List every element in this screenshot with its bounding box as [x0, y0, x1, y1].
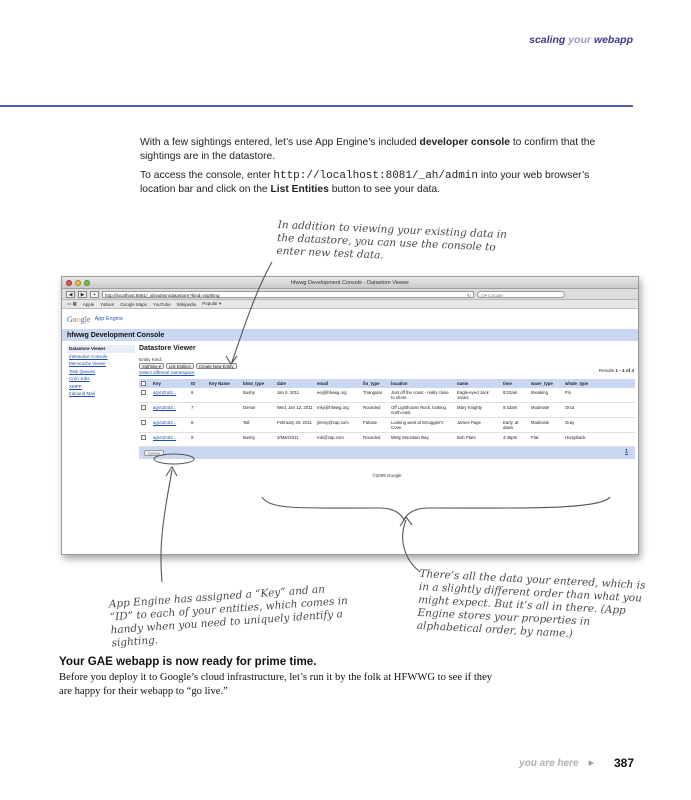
- bookmark-google-maps[interactable]: Google Maps: [120, 301, 147, 307]
- intro-paragraph-2: [140, 169, 618, 197]
- col-select[interactable]: [139, 379, 151, 388]
- cell-id: 8: [189, 418, 207, 433]
- annotation-top: In addition to viewing your existing data in the datastore, you can use the console to enter new test data.: [276, 218, 508, 262]
- url-bar[interactable]: [102, 291, 474, 298]
- cell-time: 9:43am: [501, 403, 529, 418]
- sidebar-item-interactive-console[interactable]: Interactive Console: [69, 353, 108, 359]
- kind-select[interactable]: Sighting ▾: [139, 363, 164, 369]
- search-field[interactable]: Q▾ Google: [477, 291, 565, 298]
- list-entities-button[interactable]: List Entities: [166, 363, 194, 369]
- bookmark-youtube[interactable]: YouTube: [152, 301, 171, 307]
- triangle-icon: ▶: [588, 760, 594, 767]
- page-footer: [519, 756, 634, 770]
- cell-email: mky@hfwwg.org: [315, 403, 361, 418]
- intro-p2-end: button to see your data.: [328, 184, 440, 195]
- cell-wave-type: Flat.: [529, 433, 563, 447]
- cell-name: Eagle-eyed Jack Jones: [455, 388, 501, 403]
- table-row: [139, 418, 635, 433]
- forward-arrow-icon[interactable]: ▶: [78, 291, 87, 298]
- delete-button[interactable]: Delete: [144, 450, 164, 456]
- cell-location: Looking west at Smuggler's Cove.: [389, 418, 455, 433]
- col-location[interactable]: location: [389, 379, 455, 388]
- entity-kind-label: Entity Kind:: [139, 357, 163, 362]
- console-content: [62, 341, 638, 516]
- minimize-window-icon[interactable]: [75, 280, 81, 286]
- cell-location: Misty Mountain Bay.: [389, 433, 455, 447]
- col-fin-type[interactable]: fin_type: [361, 379, 389, 388]
- cell-key-name: [207, 433, 241, 447]
- table-row: [139, 388, 635, 403]
- datastore-viewer: [139, 345, 635, 478]
- url-text: http://localhost:8081/_ah/admin/datastore?kind=Sighting: [105, 292, 220, 298]
- window-controls: [66, 280, 90, 286]
- cell-key-name: [207, 388, 241, 403]
- running-head-word-3: webapp: [593, 34, 633, 46]
- row-checkbox[interactable]: [141, 390, 146, 395]
- intro-paragraph-1: [140, 136, 618, 164]
- running-head: [529, 34, 633, 46]
- cell-date: 2/Mar/2011: [275, 433, 315, 447]
- app-engine-label: App Engine: [94, 316, 124, 322]
- browser-window: [61, 276, 639, 555]
- cell-blow-type: Tall: [241, 418, 275, 433]
- col-name[interactable]: name: [455, 379, 501, 388]
- sidebar-item-xmpp[interactable]: XMPP: [69, 383, 82, 389]
- col-blow-type[interactable]: blow_type: [241, 379, 275, 388]
- col-key-name[interactable]: Key Name: [207, 379, 241, 388]
- cell-whale-type: Gray: [563, 418, 635, 433]
- cell-location: Off Lighthouse Rock, looking north-east.: [389, 403, 455, 418]
- sidebar-item-memcache-viewer[interactable]: Memcache Viewer: [69, 361, 106, 366]
- cell-key-name: [207, 418, 241, 433]
- cell-whale-type: Orca: [563, 403, 635, 418]
- cell-fin-type: Rounded: [361, 403, 389, 418]
- results-prefix: Results: [598, 368, 615, 373]
- cell-blow-type: Bushy: [241, 388, 275, 403]
- cell-whale-type: Humpback: [563, 433, 635, 447]
- console-title-bar: [62, 329, 638, 341]
- annotation-key-id: App Engine has assigned a “Key” and an “ID” to each of your entities, which comes in handy when you need to uniquely identify a sighting.: [108, 583, 349, 650]
- cell-email: jimmy@zap.com: [315, 418, 361, 433]
- browser-toolbar: [62, 289, 638, 300]
- intro-p2-text: To access the console, enter: [140, 170, 274, 181]
- cell-name: James Page: [455, 418, 501, 433]
- window-title: hfwwg Development Console - Datastore Viewer: [290, 280, 410, 286]
- row-checkbox-cell: [139, 403, 151, 418]
- row-checkbox[interactable]: [141, 405, 146, 410]
- console-title: hfwwg Development Console: [67, 331, 165, 339]
- sidebar-item-task-queues[interactable]: Task Queues: [69, 368, 96, 374]
- row-checkbox-cell: [139, 418, 151, 433]
- cell-date: Wed, Jan 12, 2011: [275, 403, 315, 418]
- intro-p1-bold: developer console: [419, 137, 510, 148]
- console-sidebar: [67, 345, 135, 398]
- cell-email: eej@hfwwg.org: [315, 388, 361, 403]
- table-footer-bar: [139, 447, 635, 459]
- intro-p1-text-end: to confirm that the sightings are in the datastore.: [140, 137, 596, 162]
- entities-table: [139, 379, 635, 447]
- col-id[interactable]: ID: [189, 379, 207, 388]
- col-date[interactable]: date: [275, 379, 315, 388]
- back-arrow-icon[interactable]: ◀: [66, 291, 75, 298]
- gae-header: [62, 309, 638, 329]
- entity-key-link[interactable]: agVoZnd3...: [151, 433, 189, 447]
- cell-wave-type: Moderate: [529, 403, 563, 418]
- bookmark-apple[interactable]: Apple: [82, 301, 95, 307]
- cell-date: Jan 5, 2011: [275, 388, 315, 403]
- header-rule: [0, 105, 633, 107]
- row-checkbox[interactable]: [141, 420, 146, 425]
- cell-blow-type: Bushy: [241, 433, 275, 447]
- intro-p2-mid: into your web browser’s location bar and click on the: [140, 170, 590, 195]
- row-checkbox-cell: [139, 433, 151, 447]
- cell-email: rob@zap.com: [315, 433, 361, 447]
- page-number: 387: [613, 756, 634, 770]
- col-wave-type[interactable]: wave_type: [529, 379, 563, 388]
- bookmark-wikipedia[interactable]: Wikipedia: [176, 301, 197, 307]
- zoom-window-icon[interactable]: [84, 280, 90, 286]
- bookmark-popular[interactable]: Popular ▾: [202, 301, 222, 306]
- running-head-word-1: scaling: [529, 34, 566, 46]
- cell-id: 6: [189, 388, 207, 403]
- entity-key-link[interactable]: agVoZnd3...: [151, 403, 189, 418]
- reload-icon[interactable]: ↻: [467, 292, 471, 298]
- table-row: [139, 403, 635, 418]
- cell-fin-type: Triangular: [361, 388, 389, 403]
- cell-fin-type: Falcate: [361, 418, 389, 433]
- cell-id: 7: [189, 403, 207, 418]
- copyright-text: ©2009 Google: [372, 473, 402, 478]
- cell-whale-type: Fin: [563, 388, 635, 403]
- close-window-icon[interactable]: [66, 280, 72, 286]
- viewer-title: Datastore Viewer: [139, 345, 196, 352]
- cell-wave-type: Breaking: [529, 388, 563, 403]
- namespace-link[interactable]: Select different namespace: [139, 370, 195, 375]
- row-checkbox[interactable]: [141, 435, 146, 440]
- reading-list-icon[interactable]: ▭ ▦: [67, 301, 77, 306]
- cell-wave-type: Moderate: [529, 418, 563, 433]
- intro-p1-text: With a few sightings entered, let’s use App Engine’s included: [140, 137, 420, 148]
- results-count: [599, 368, 634, 373]
- col-email[interactable]: email: [315, 379, 361, 388]
- cell-name: Mary Knighty: [455, 403, 501, 418]
- cell-location: Just off the coast - really close to shore.: [389, 388, 455, 403]
- cell-blow-type: Dense: [241, 403, 275, 418]
- pagination-link[interactable]: 1: [624, 449, 628, 455]
- cell-time: Early, at dawn.: [501, 418, 529, 433]
- google-logo: Google: [67, 314, 91, 324]
- bookmarks-bar: [62, 300, 638, 309]
- add-bookmark-icon[interactable]: +: [90, 291, 99, 298]
- entity-key-link[interactable]: agVoZnd3...: [151, 418, 189, 433]
- sidebar-item-cron-jobs[interactable]: Cron Jobs: [69, 376, 90, 381]
- col-time[interactable]: time: [501, 379, 529, 388]
- table-header-row: [139, 379, 635, 388]
- cell-time: 8:02am: [501, 388, 529, 403]
- annotation-property-order: There’s all the data your entered, which is in a slightly different order than what you might expect. But it’s all in there. (App Engine stores your properties in alphabetical order, by name.): [416, 567, 646, 640]
- results-range: 1 - 4 of 4: [615, 368, 634, 373]
- cell-name: Bob Plant: [455, 433, 501, 447]
- sidebar-item-inbound-mail[interactable]: Inbound Mail: [69, 391, 95, 396]
- create-entity-button[interactable]: Create New Entity: [196, 363, 237, 369]
- sidebar-item-datastore-viewer[interactable]: Datastore Viewer: [67, 345, 135, 353]
- entity-key-link[interactable]: agVoZnd3...: [151, 388, 189, 403]
- col-whale-type[interactable]: whale_type: [563, 379, 635, 388]
- section-heading: Your GAE webapp is now ready for prime time.: [59, 655, 317, 668]
- you-are-here-label: you are here: [519, 757, 579, 769]
- cell-key-name: [207, 403, 241, 418]
- kind-controls: [139, 363, 635, 369]
- running-head-word-2: your: [568, 34, 591, 46]
- intro-p2-bold: List Entities: [270, 184, 329, 195]
- cell-id: 9: [189, 433, 207, 447]
- cell-time: 4:45pm: [501, 433, 529, 447]
- cell-date: February 20, 2011: [275, 418, 315, 433]
- bookmark-yahoo[interactable]: Yahoo!: [100, 301, 115, 307]
- select-all-checkbox[interactable]: [141, 381, 146, 386]
- row-checkbox-cell: [139, 388, 151, 403]
- browser-titlebar: [62, 277, 638, 289]
- col-key[interactable]: Key: [151, 379, 189, 388]
- cell-fin-type: Rounded: [361, 433, 389, 447]
- console-url: http://localhost:8081/_ah/admin: [273, 170, 479, 182]
- table-row: [139, 433, 635, 447]
- section-body: Before you deploy it to Google’s cloud infrastructure, let’s run it by the folk at HFWWG to see if they are happy for their webapp to “go live.”: [59, 672, 493, 697]
